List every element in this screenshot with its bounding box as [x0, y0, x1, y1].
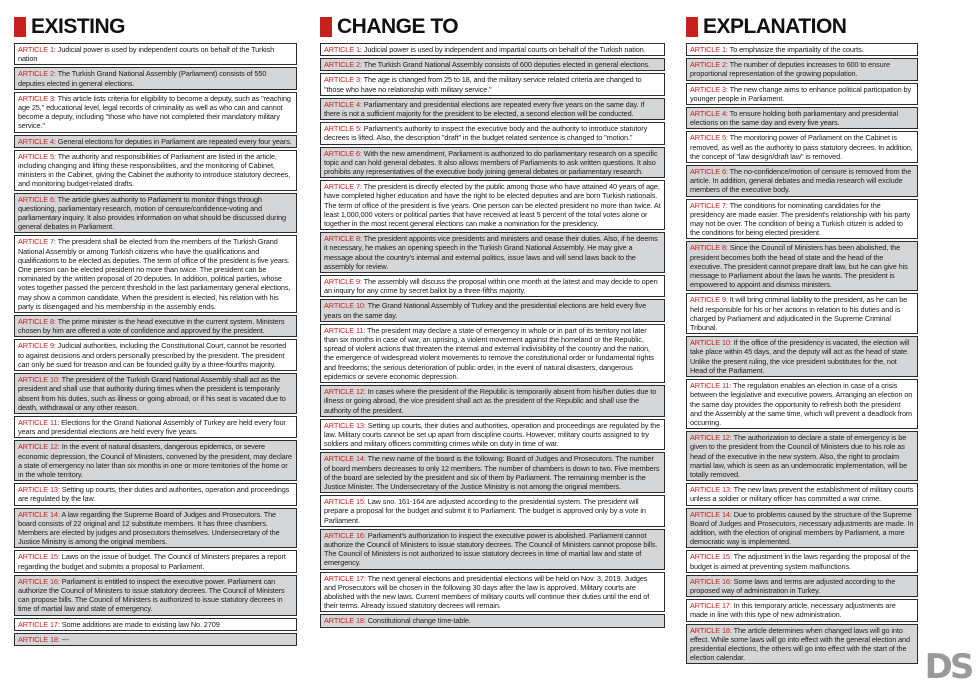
- explanation-article-row: [686, 199, 918, 240]
- article-label: ARTICLE 6:: [690, 167, 728, 177]
- article-label: ARTICLE 15:: [18, 552, 60, 562]
- explanation-article-row: [686, 483, 918, 505]
- article-label: ARTICLE 1:: [18, 45, 56, 54]
- article-label: ARTICLE 16:: [690, 576, 732, 586]
- existing-article-row: [14, 618, 297, 631]
- article-label: ARTICLE 2:: [18, 69, 56, 79]
- article-text: The article gives authority to Parliament to monitor things through questioning, parliamentary research, motion of censure/confidence-voting and parliamentary inquiry. It also provides information on what should be discussed during general debates in Parliament.: [18, 194, 286, 232]
- change-title: CHANGE TO: [337, 15, 459, 38]
- article-text: The number of deputies increases to 600 to ensure proportional representation of the growing population.: [690, 60, 890, 79]
- article-label: ARTICLE 6:: [324, 148, 362, 158]
- explanation-article-row: [686, 58, 918, 80]
- article-text: With the new amendment, Parliament is authorized to do parliamentary research on a specific topic and can hold general debates. It also allows members of Parliaments to ask written questions. It also prohibits any representatives of the executive body joining general debates or parliamentary research.: [324, 148, 658, 177]
- article-text: The article determines when changed laws will go into effect. While some laws will go into effect with the general election and presidential elections, the others will go into effect with the start of the election calendar.: [690, 625, 910, 663]
- change-article-row: [320, 419, 665, 451]
- article-text: The new name of the board is the following: Board of Judges and Prosecutors. The number of board members decreases to only 12 members. The number of chambers is down to two. Five members of the board are selected by the president and six of them by Parliament. The remaining member is the Justice Minister. The Undersecretary of the Justice Ministry is not among the original members.: [324, 454, 660, 491]
- article-text: Parliament's authorization to inspect the executive power is abolished. Parliament cannot authorize the Council of Ministers to issue statutory decrees. The Council of Ministers cannot propose bills. The Council of Ministers is not authorized to issue statutory decrees in time of martial law and state of emergency.: [324, 530, 658, 568]
- article-text: The adjustment in the laws regarding the proposal of the budget is aimed at preventing system malfunctions.: [690, 552, 911, 571]
- article-text: ---: [59, 634, 69, 644]
- article-text: Elections for the Grand National Assembly of Turkey are held every four years and presidential elections are held every five years.: [18, 417, 286, 437]
- existing-article-row: [14, 483, 297, 505]
- article-text: Law sno. 161-164 are adjusted according to the presidential system. The president will prepare a proposal for the budget and submit it to Parliament. The budget is approved only by a vote in Parliament.: [324, 497, 646, 525]
- article-text: The age is changed from 25 to 18, and the military service related criteria are changed to "those who have no relationship with military service.": [324, 75, 642, 94]
- change-article-row: [320, 385, 665, 417]
- change-article-row: [320, 147, 665, 179]
- article-text: Laws on the issue of budget. The Council of Ministers prepares a report regarding the budget and submits a proposal to Parliament.: [18, 552, 286, 571]
- existing-title: EXISTING: [31, 15, 126, 38]
- article-label: ARTICLE 4:: [18, 136, 56, 146]
- article-label: ARTICLE 13:: [324, 420, 366, 430]
- article-text: The Turkish Grand National Assembly (Parliament) consists of 550 deputies elected in general elections.: [18, 69, 267, 88]
- article-label: ARTICLE 12:: [18, 442, 60, 452]
- article-text: Some additions are made to existing law No. 2709: [59, 619, 220, 629]
- change-article-row: [320, 572, 665, 613]
- article-label: ARTICLE 15:: [324, 497, 366, 507]
- existing-article-row: [14, 135, 297, 148]
- article-label: ARTICLE 3:: [18, 93, 56, 103]
- explanation-article-row: [686, 131, 918, 163]
- article-label: ARTICLE 18:: [324, 616, 366, 626]
- article-label: ARTICLE 17:: [690, 601, 732, 611]
- existing-article-row: [14, 339, 297, 371]
- explanation-article-row: [686, 165, 918, 197]
- explanation-article-row: [686, 107, 918, 129]
- change-article-row: [320, 232, 665, 273]
- article-label: ARTICLE 6:: [18, 194, 56, 204]
- article-label: ARTICLE 11:: [324, 325, 366, 335]
- article-text: In cases where the president of the Republic is temporarily absent from his/her duties due to illness or going abroad, the vice president shall act as the president of the Republic and shall use the authority of the president.: [324, 387, 657, 415]
- article-text: The no-confidence/motion of censure is removed from the article. In addition, general debates and media research will exclude members of the executive body.: [690, 167, 912, 195]
- article-label: ARTICLE 18:: [690, 625, 732, 635]
- article-label: ARTICLE 5:: [690, 133, 728, 143]
- change-article-row: [320, 98, 665, 120]
- change-article-row: [320, 614, 665, 627]
- existing-article-row: [14, 315, 297, 337]
- article-label: ARTICLE 18:: [18, 634, 60, 644]
- article-label: ARTICLE 10:: [324, 301, 366, 311]
- article-label: ARTICLE 3:: [324, 75, 362, 85]
- explanation-rows: [686, 43, 918, 664]
- article-label: ARTICLE 8:: [690, 243, 728, 253]
- article-text: The monitoring power of Parliament on the Cabinet is removed, as well as the authority to pass statutory decrees. In addition, the concept of "law design/draft law" is removed.: [690, 133, 913, 161]
- article-label: ARTICLE 3:: [690, 84, 728, 94]
- article-text: The new laws prevent the establishment of military courts unless a soldier or military officer has committed a war crime.: [690, 485, 914, 504]
- article-text: The new change aims to enhance political participation by younger people in Parliament.: [690, 84, 912, 103]
- article-text: The authority and responsibilities of Parliament are listed in the article, including changing and lifting these responsibilities, and the monitoring of Cabinet, ministers in the Cabinet, giving the Cabinet the authority to introduce statutory decrees, and monitoring budget-related drafts.: [18, 151, 291, 189]
- article-label: ARTICLE 9:: [690, 295, 728, 305]
- change-article-row: [320, 180, 665, 230]
- article-label: ARTICLE 8:: [18, 317, 56, 327]
- explanation-article-row: [686, 550, 918, 572]
- article-text: General elections for deputies in Parliament are repeated every four years.: [55, 136, 292, 146]
- change-column: [320, 14, 665, 628]
- article-text: The Turkish Grand National Assembly consists of 600 deputies elected in general elections.: [361, 60, 651, 70]
- explanation-article-row: [686, 508, 918, 549]
- article-label: ARTICLE 14:: [18, 509, 60, 519]
- explanation-article-row: [686, 241, 918, 291]
- article-text: In this temporary article, necessary adjustments are made in line with this type of new administration.: [690, 601, 896, 620]
- article-label: ARTICLE 10:: [690, 338, 732, 348]
- article-label: ARTICLE 2:: [324, 60, 362, 70]
- article-text: Since the Council of Ministers has been abolished, the president becomes both the head of state and the head of the executive. The president cannot prepare draft law, but he can give his message to Parliament about the laws he wants. The president is empowered to appoint and dismiss ministers.: [690, 243, 908, 290]
- explanation-article-row: [686, 575, 918, 597]
- explanation-title: EXPLANATION: [703, 15, 847, 38]
- article-text: The president of the Turkish Grand National Assembly shall act as the president and shall use that authority during times when the president is temporarily absent from his duties, such as illness or going abroad, or if his seat is vacated due to death, withdrawal or any other reason.: [18, 375, 286, 412]
- article-label: ARTICLE 5:: [324, 124, 362, 134]
- article-text: The regulation enables an election in case of a crisis between the legislative and executive powers. Arranging an election on the same day provides the opportunity to refresh both the president and the Assembly at the same time, which will prevent a deadlock from occurring.: [690, 381, 913, 427]
- change-article-row: [320, 122, 665, 144]
- red-square-icon: [686, 17, 698, 37]
- change-article-row: [320, 495, 665, 527]
- change-article-row: [320, 43, 665, 56]
- article-label: ARTICLE 7:: [324, 182, 362, 192]
- article-label: ARTICLE 17:: [324, 573, 366, 583]
- article-label: ARTICLE 2:: [690, 60, 728, 70]
- article-text: The prime minister is the head executive in the current system. Ministers chosen by him are offered a vote of confidence and approved by the president.: [18, 317, 285, 336]
- change-article-row: [320, 529, 665, 570]
- existing-article-row: [14, 373, 297, 414]
- existing-article-row: [14, 92, 297, 133]
- existing-article-row: [14, 235, 297, 313]
- article-label: ARTICLE 5:: [18, 151, 56, 161]
- explanation-article-row: [686, 293, 918, 334]
- explanation-article-row: [686, 599, 918, 621]
- article-label: ARTICLE 9:: [18, 341, 56, 351]
- explanation-article-row: [686, 624, 918, 665]
- article-text: Parliament's authority to inspect the executive body and the authority to introduce statutory decrees is lifted. Also, the description "draft" in the budget related sentence is changed to "motion.": [324, 124, 648, 143]
- article-label: ARTICLE 7:: [18, 237, 56, 247]
- article-label: ARTICLE 14:: [690, 509, 732, 519]
- article-text: If the office of the presidency is vacated, the election will take place within 45 days, and the deputy will act as the head of state. Unlike the present ruling, the vice president substitutes for the, not Head of the Parliament.: [690, 338, 910, 375]
- article-text: The next general elections and presidential elections will be held on Nov. 3, 2019. Judges and Prosecutors will be chosen in the following 30 days after the law is approved. Military courts are abolished with the new laws. Current members of military courts will continue their duties until the end of their terms. Already issued statutory decrees will remain.: [324, 573, 650, 611]
- article-label: ARTICLE 16:: [324, 530, 366, 540]
- existing-article-row: [14, 550, 297, 572]
- article-label: ARTICLE 1:: [324, 45, 362, 54]
- explanation-article-row: [686, 43, 918, 56]
- ds-logo: DS: [924, 647, 972, 687]
- explanation-article-row: [686, 83, 918, 105]
- existing-rows: [14, 43, 297, 646]
- existing-article-row: [14, 193, 297, 234]
- article-label: ARTICLE 12:: [324, 387, 366, 397]
- existing-header: [14, 14, 297, 40]
- article-text: In the event of natural disasters, dangerous epidemics, or severe economic depression, the Council of Ministers, convened by the president, may declare a state of emergency no later than six months in one or more territories of the home or in the whole territory.: [18, 442, 292, 479]
- article-label: ARTICLE 10:: [18, 375, 60, 385]
- article-label: ARTICLE 13:: [18, 485, 60, 495]
- article-text: The president may declare a state of emergency in whole or in part of its territory not later than six months in case of war, an uprising, a violent movement against the homeland or the Republic, spread of violent actions that threaten the internal and external indivisibility of the country and the nation, the emergence of widespread violent movements to remove the constitutional order or fundamental rights and freedoms; the serious deterioration of public order, in the event of natural disasters, dangerous epidemics or severe economic depression.: [324, 325, 654, 381]
- existing-article-row: [14, 633, 297, 646]
- change-article-row: [320, 58, 665, 71]
- existing-article-row: [14, 508, 297, 549]
- red-square-icon: [320, 17, 332, 37]
- existing-article-row: [14, 43, 297, 65]
- article-text: The authorization to declare a state of emergency is be given to the president from the Council of Ministers due to his role as head of the executive in the new system. Also, the right to proclaim martial law, which is seen as an undemocratic implementation, will be totally removed.: [690, 433, 908, 479]
- article-text: To emphasize the impartiality of the courts.: [727, 45, 864, 54]
- article-text: Setting up courts, their duties and authorities, operation and proceedings are regulated by the law.: [18, 485, 290, 504]
- red-square-icon: [14, 17, 26, 37]
- change-article-row: [320, 275, 665, 297]
- article-text: The conditions for nominating candidates for the presidency are made easier. The president's relationship with his party may not be over. The condition of being a Turkish citizen is added to the conditions for being elected president.: [690, 200, 911, 238]
- article-text: The assembly will discuss the proposal within one month at the latest and may decide to open an inquiry for any crime by secret ballot by a three-fifths majority.: [324, 277, 658, 296]
- article-text: Setting up courts, their duties and authorities, operation and proceedings are regulated by the law. Military courts cannot be set up apart from discipline courts. However, military courts assigned to try soldiers and military officers committing crimes while on duty in time of war.: [324, 420, 661, 449]
- article-label: ARTICLE 17:: [18, 619, 60, 629]
- article-label: ARTICLE 12:: [690, 433, 732, 443]
- change-article-row: [320, 452, 665, 493]
- change-article-row: [320, 73, 665, 95]
- article-label: ARTICLE 8:: [324, 234, 362, 244]
- article-label: ARTICLE 13:: [690, 485, 732, 495]
- article-label: ARTICLE 15:: [690, 552, 732, 562]
- change-article-row: [320, 299, 665, 321]
- article-label: ARTICLE 16:: [18, 576, 60, 586]
- existing-article-row: [14, 416, 297, 438]
- article-label: ARTICLE 4:: [690, 109, 728, 119]
- article-text: The president appoints vice presidents and ministers and cease their duties. Also, if he deems it necessary, he makes an opening speech in the Turkish Grand National Assembly. He may give a message about the country's internal and external politics, issue laws and will send laws back to the assembly for review.: [324, 234, 658, 271]
- article-text: Judicial power is used by independent courts on behalf of the Turkish nation: [18, 45, 275, 64]
- article-text: Constitutional change time-table.: [365, 616, 471, 626]
- article-text: Judicial power is used by independent and impartial courts on behalf of the Turkish nation.: [361, 45, 646, 54]
- article-label: ARTICLE 11:: [18, 417, 60, 427]
- article-text: A law regarding the Supreme Board of Judges and Prosecutors. The board consists of 22 original and 12 substitute members. It has three chambers. Members are elected by judges and prosecutors themselves. Undersecretary of the Justice Ministry is among the original members.: [18, 509, 280, 547]
- explanation-article-row: [686, 431, 918, 481]
- article-text: Judicial authorities, including the Constitutional Court, cannot be resorted to against decisions and orders personally prescribed by the president. The president can only be sued for treason and can be founded guilty by a three-fourths majority.: [18, 341, 287, 369]
- article-text: Parliamentary and presidential elections are repeated every five years on the same day. If there is not a sufficient majority for the president to be elected, a second election will be conducted.: [324, 99, 645, 119]
- article-text: To ensure holding both parliamentary and presidential elections on the same day and every five years.: [690, 109, 899, 128]
- article-label: ARTICLE 1:: [690, 45, 728, 54]
- explanation-article-row: [686, 336, 918, 377]
- article-text: It will bring criminal liability to the president, as he can be held responsible for his or her actions in relation to his duties and is charged by Parliament and adjudicated in the Supreme Criminal Tribunal.: [690, 295, 908, 333]
- existing-column: [14, 14, 297, 646]
- article-text: The Grand National Assembly of Turkey and the presidential elections are held every five years on the same day.: [324, 301, 647, 320]
- article-text: Parliament is entitled to inspect the executive power. Parliament can authorize the Council of Ministers to issue statutory decrees. The Council of Ministers can propose bills. The Council of Ministers is authorized to issue statutory decrees in time of martial law and state of emergency.: [18, 576, 285, 614]
- article-text: The president is directly elected by the public among those who have attained 40 years of age, have completed higher education and have the right to be elected deputies and are born Turkish nationals. The term of office of the president is five years. One person can be elected president no more than twice. At least 1,000,000 voters or political parties that have received at least 5 percent of the total votes alone or together in the most recent general elections can make a nomination for the presidency.: [324, 182, 661, 229]
- article-text: Due to problems caused by the structure of the Supreme Board of Judges and Prosecutors, necessary adjustments are made. In addition, with the election of original members by Parliament, a more democratic way is implemented.: [690, 509, 914, 547]
- article-label: ARTICLE 11:: [690, 381, 732, 391]
- article-label: ARTICLE 14:: [324, 454, 366, 464]
- article-label: ARTICLE 4:: [324, 99, 362, 109]
- article-text: The president shall be elected from the members of the Turkish Grand National Assembly or among Turkish citizens who have the qualifications and qualifications to be elected as deputies. The term of office of the president is five years. One person can be elected president no more than twice. The president can be nominated by the written proposal of 20 deputies. In addition, political parties, whose votes together passed the percent threshold in the last parliamentary general elections, may show a common candidate. When the president is elected, his relation with his party is disengaged and his membership in the assembly ends.: [18, 237, 291, 311]
- existing-article-row: [14, 575, 297, 616]
- existing-article-row: [14, 440, 297, 481]
- existing-article-row: [14, 150, 297, 191]
- explanation-header: [686, 14, 918, 40]
- article-text: This article lists criteria for eligibility to become a deputy, such as "reaching age 25," educational level, legal records of criminality as well as who can and cannot become a deputy, including "those who have not completed their mandatory military service.": [18, 93, 291, 131]
- change-article-row: [320, 324, 665, 383]
- article-label: ARTICLE 9:: [324, 277, 362, 287]
- change-header: [320, 14, 665, 40]
- change-rows: [320, 43, 665, 628]
- explanation-article-row: [686, 379, 918, 429]
- existing-article-row: [14, 67, 297, 89]
- explanation-column: [686, 14, 918, 664]
- article-text: Some laws and terms are adjusted according to the proposed way of administration in Turkey.: [690, 576, 896, 595]
- article-label: ARTICLE 7:: [690, 200, 728, 210]
